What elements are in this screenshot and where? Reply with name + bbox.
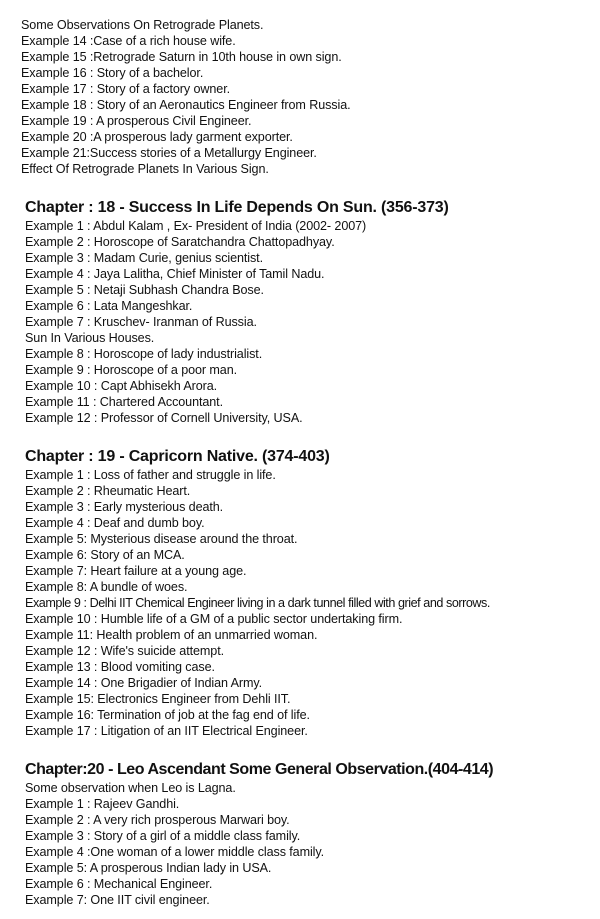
chapter-19-section [21,447,600,739]
list-item: Example 9 : Delhi IIT Chemical Engineer living in a dark tunnel filled with grief and sorrows. [25,596,490,610]
list-item: Example 1 : Loss of father and struggle in life. [25,468,276,482]
list-item: Example 1 : Rajeev Gandhi. [25,797,180,811]
list-item: Example 14 :Case of a rich house wife. [21,34,236,48]
list-item: Example 12 : Professor of Cornell University, USA. [25,411,303,425]
chapter-20-section [21,760,600,908]
chapter-18-section [21,198,600,426]
list-item: Example 10 : Capt Abhisekh Arora. [25,379,218,393]
list-item: Example 4 : Jaya Lalitha, Chief Minister of Tamil Nadu. [25,267,325,281]
list-item: Example 20 :A prosperous lady garment exporter. [21,130,293,144]
list-item: Example 7 : Kruschev- Iranman of Russia. [25,315,257,329]
list-item: Example 3 : Story of a girl of a middle class family. [25,829,301,843]
list-item: Example 4 :One woman of a lower middle class family. [25,845,325,859]
list-item: Example 17 : Story of a factory owner. [21,82,230,96]
list-item: Example 10 : Humble life of a GM of a public sector undertaking firm. [25,612,403,626]
list-item: Example 15: Electronics Engineer from Dehli IIT. [25,692,291,706]
list-item: Example 15 :Retrograde Saturn in 10th house in own sign. [21,50,342,64]
list-item: Example 19 : A prosperous Civil Engineer. [21,114,252,128]
list-item: Example 5: A prosperous Indian lady in USA. [25,861,272,875]
list-item: Example 5: Mysterious disease around the throat. [25,532,298,546]
list-item: Example 18 : Story of an Aeronautics Engineer from Russia. [21,98,351,112]
list-item: Example 11: Health problem of an unmarried woman. [25,628,318,642]
list-item: Example 17 : Litigation of an IIT Electrical Engineer. [25,724,308,738]
list-item: Example 2 : Horoscope of Saratchandra Chattopadhyay. [25,235,335,249]
list-item: Example 3 : Madam Curie, genius scientist. [25,251,263,265]
list-item: Example 8 : Horoscope of lady industrialist. [25,347,263,361]
list-item: Example 16: Termination of job at the fag end of life. [25,708,310,722]
intro-section [21,17,600,177]
list-item: Example 6 : Mechanical Engineer. [25,877,213,891]
list-item: Example 7: Heart failure at a young age. [25,564,247,578]
list-item: Example 12 : Wife's suicide attempt. [25,644,224,658]
list-item: Some Observations On Retrograde Planets. [21,18,264,32]
list-item: Example 2 : A very rich prosperous Marwari boy. [25,813,290,827]
list-item: Example 5 : Netaji Subhash Chandra Bose. [25,283,264,297]
list-item: Example 2 : Rheumatic Heart. [25,484,191,498]
list-item: Example 14 : One Brigadier of Indian Army. [25,676,263,690]
chapter-heading: Chapter : 19 - Capricorn Native. (374-403) [25,448,330,465]
list-item: Example 1 : Abdul Kalam , Ex- President of India (2002- 2007) [25,219,367,233]
list-item: Some observation when Leo is Lagna. [25,781,236,795]
list-item: Example 6: Story of an MCA. [25,548,185,562]
list-item: Example 11 : Chartered Accountant. [25,395,223,409]
list-item: Example 3 : Early mysterious death. [25,500,224,514]
list-item: Example 7: One IIT civil engineer. [25,893,210,907]
chapter-heading: Chapter : 18 - Success In Life Depends On Sun. (356-373) [25,199,449,216]
list-item: Example 6 : Lata Mangeshkar. [25,299,193,313]
list-item: Example 4 : Deaf and dumb boy. [25,516,205,530]
list-item: Sun In Various Houses. [25,331,155,345]
list-item: Example 16 : Story of a bachelor. [21,66,204,80]
list-item: Effect Of Retrograde Planets In Various Sign. [21,162,269,176]
list-item: Example 21:Success stories of a Metallurgy Engineer. [21,146,317,160]
list-item: Example 8: A bundle of woes. [25,580,188,594]
list-item: Example 9 : Horoscope of a poor man. [25,363,238,377]
chapter-heading: Chapter:20 - Leo Ascendant Some General Observation.(404-414) [25,761,494,778]
list-item: Example 13 : Blood vomiting case. [25,660,215,674]
